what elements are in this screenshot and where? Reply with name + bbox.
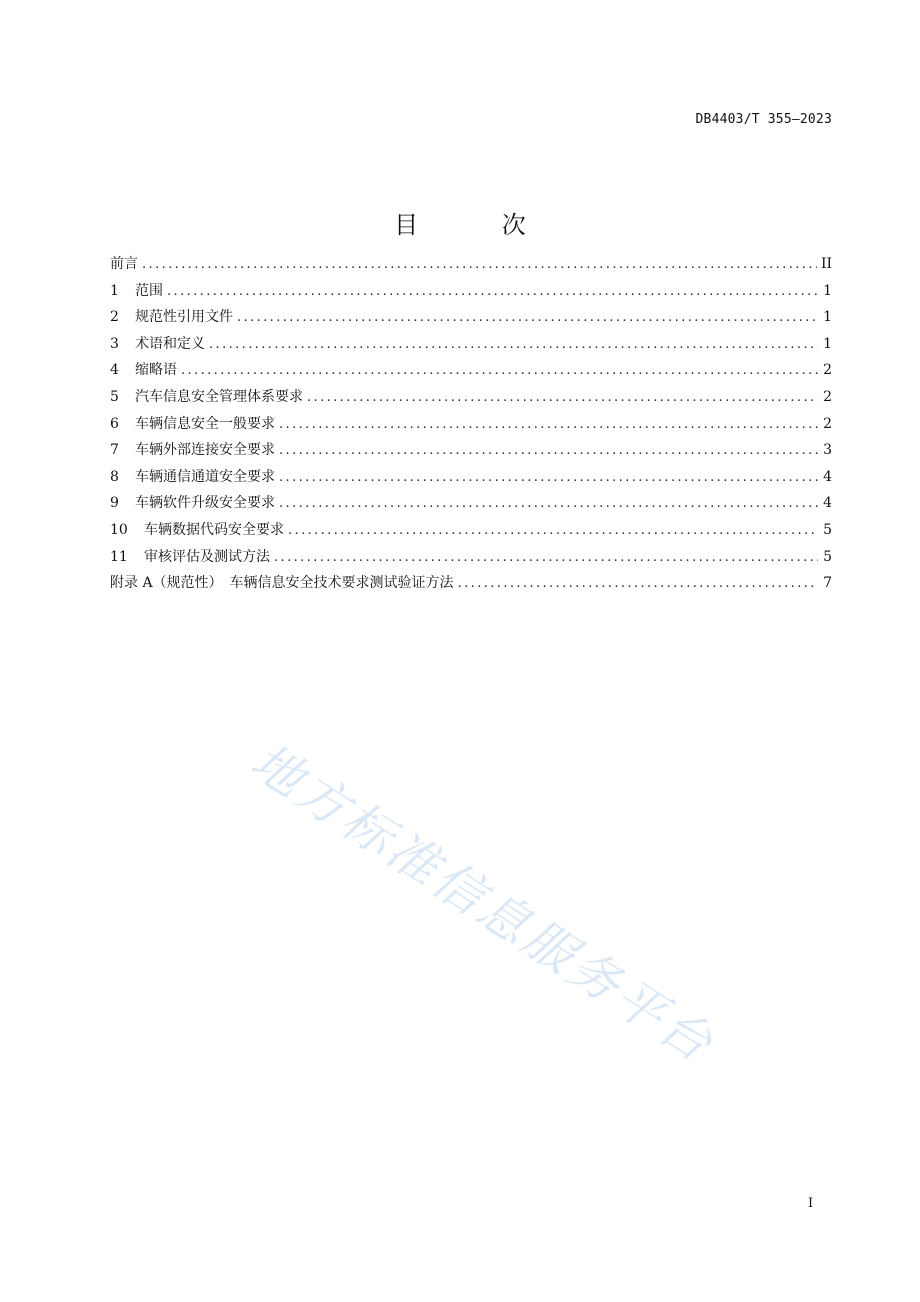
- toc-entry-number: 3: [110, 335, 119, 352]
- toc-entry-page: 1: [823, 309, 832, 326]
- toc-entry-label: 规范性引用文件: [135, 309, 233, 326]
- toc-entry-label: 附录 A（规范性） 车辆信息安全技术要求测试验证方法: [110, 575, 454, 592]
- toc-entry-label: 缩略语: [135, 362, 177, 379]
- toc-entry-number: 4: [110, 362, 119, 379]
- toc-entry-label: 术语和定义: [135, 335, 205, 352]
- toc-entry-label: 车辆通信通道安全要求: [135, 468, 275, 485]
- toc-entry-number: 7: [110, 442, 119, 459]
- toc-entry-label: 审核评估及测试方法: [144, 548, 270, 565]
- toc-entry-number: 5: [110, 388, 119, 405]
- toc-entry-abbreviations[interactable]: [110, 360, 832, 387]
- toc-entry-foreword[interactable]: [110, 254, 832, 281]
- dot-leader: [279, 494, 818, 514]
- toc-entry-external-connection[interactable]: [110, 440, 832, 467]
- toc-entry-page: 2: [823, 388, 832, 405]
- dot-leader: [279, 441, 818, 461]
- toc-entry-page: 7: [823, 575, 832, 592]
- toc-title: 目 次: [394, 211, 564, 239]
- dot-leader: [274, 548, 818, 568]
- table-of-contents: [110, 254, 832, 600]
- toc-entry-scope[interactable]: [110, 281, 832, 308]
- dot-leader: [307, 388, 818, 408]
- toc-entry-software-update[interactable]: [110, 493, 832, 520]
- toc-entry-page: 3: [823, 442, 832, 459]
- toc-entry-page: 2: [823, 362, 832, 379]
- toc-entry-label: 车辆数据代码安全要求: [144, 521, 284, 538]
- toc-entry-number: 10: [110, 521, 128, 538]
- dot-leader: [279, 415, 818, 435]
- toc-entry-appendix-a[interactable]: [110, 573, 832, 600]
- standard-number: DB4403/T 355—2023: [695, 112, 832, 127]
- toc-entry-page: 1: [823, 335, 832, 352]
- toc-entry-number: 1: [110, 282, 119, 299]
- toc-entry-page: 4: [823, 468, 832, 485]
- toc-entry-page: 4: [823, 495, 832, 512]
- dot-leader: [458, 574, 818, 594]
- toc-entry-number: 8: [110, 468, 119, 485]
- toc-entry-label: 车辆信息安全一般要求: [135, 415, 275, 432]
- toc-entry-page: II: [820, 256, 832, 272]
- watermark: 地方标准信息服务平台: [240, 731, 726, 1075]
- toc-entry-audit-test-methods[interactable]: [110, 547, 832, 574]
- dot-leader: [279, 468, 818, 488]
- toc-entry-label: 范围: [135, 282, 163, 299]
- dot-leader: [167, 282, 818, 302]
- toc-entry-label: 汽车信息安全管理体系要求: [135, 388, 303, 405]
- dot-leader: [181, 361, 818, 381]
- dot-leader: [142, 255, 817, 275]
- toc-entry-page: 5: [823, 548, 832, 565]
- page-number: I: [808, 1196, 814, 1211]
- toc-entry-normative-references[interactable]: [110, 307, 832, 334]
- toc-entry-label: 车辆软件升级安全要求: [135, 495, 275, 512]
- toc-entry-page: 5: [823, 521, 832, 538]
- toc-entry-data-code[interactable]: [110, 520, 832, 547]
- toc-entry-page: 1: [823, 282, 832, 299]
- toc-entry-terms-definitions[interactable]: [110, 334, 832, 361]
- toc-entry-label: 车辆外部连接安全要求: [135, 442, 275, 459]
- toc-entry-number: 6: [110, 415, 119, 432]
- toc-entry-number: 9: [110, 495, 119, 512]
- toc-entry-communication-channel[interactable]: [110, 467, 832, 494]
- toc-entry-general-requirements[interactable]: [110, 414, 832, 441]
- toc-entry-number: 11: [110, 548, 128, 565]
- dot-leader: [237, 308, 818, 328]
- toc-entry-label: 前言: [110, 256, 138, 272]
- dot-leader: [209, 335, 818, 355]
- toc-entry-csms-requirements[interactable]: [110, 387, 832, 414]
- toc-entry-number: 2: [110, 309, 119, 326]
- dot-leader: [288, 521, 818, 541]
- toc-entry-page: 2: [823, 415, 832, 432]
